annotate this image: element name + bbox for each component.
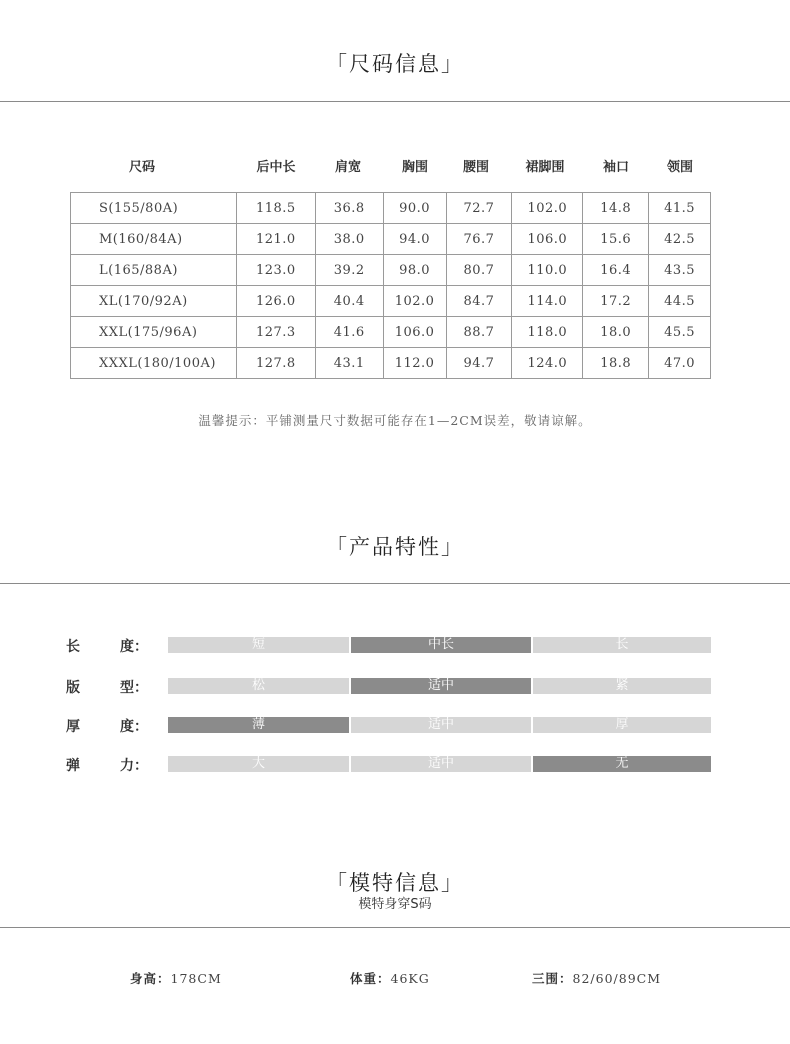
- size-cell-value: 106.0: [512, 224, 583, 255]
- size-cell-value: 43.1: [315, 348, 383, 379]
- feature-label-part: 厚: [66, 719, 80, 735]
- size-cell-value: 98.0: [383, 255, 446, 286]
- feature-option-selected: 薄: [168, 717, 349, 733]
- model-measure-label: 三围：: [532, 971, 573, 986]
- feature-option: 紧: [533, 678, 711, 694]
- measurement-tip: 温馨提示：平铺测量尺寸数据可能存在1—2CM误差，敬请谅解。: [198, 413, 592, 428]
- size-cell-label: S(155/80A): [71, 193, 237, 224]
- size-cell-value: 16.4: [583, 255, 649, 286]
- section-divider: [0, 583, 790, 584]
- feature-label-part: 度：: [120, 719, 148, 735]
- size-row: [71, 193, 711, 224]
- model-weight: [350, 969, 430, 987]
- size-cell-value: 18.0: [583, 317, 649, 348]
- model-height-label: 身高：: [130, 971, 171, 986]
- header-size: 尺码: [128, 160, 155, 175]
- size-cell-label: L(165/88A): [71, 255, 237, 286]
- size-cell-value: 90.0: [383, 193, 446, 224]
- header-cuff: 袖口: [602, 160, 629, 175]
- model-weight-value: 46KG: [390, 971, 430, 986]
- size-cell-value: 84.7: [446, 286, 512, 317]
- feature-option: 大: [168, 756, 349, 772]
- size-cell-value: 41.5: [649, 193, 711, 224]
- feature-option: 松: [168, 678, 349, 694]
- size-cell-value: 41.6: [315, 317, 383, 348]
- model-height-value: 178CM: [170, 971, 222, 986]
- size-cell-value: 15.6: [583, 224, 649, 255]
- size-cell-value: 40.4: [315, 286, 383, 317]
- size-cell-value: 94.0: [383, 224, 446, 255]
- size-cell-value: 47.0: [649, 348, 711, 379]
- feature-label-part: 弹: [66, 758, 80, 774]
- feature-row: [0, 755, 790, 775]
- size-cell-value: 36.8: [315, 193, 383, 224]
- feature-option: 长: [533, 637, 711, 653]
- feature-label-part: 型：: [120, 680, 148, 696]
- size-row: [71, 224, 711, 255]
- size-cell-value: 110.0: [512, 255, 583, 286]
- header-chest: 胸围: [401, 160, 428, 175]
- size-cell-value: 127.8: [236, 348, 315, 379]
- size-cell-value: 76.7: [446, 224, 512, 255]
- size-cell-value: 124.0: [512, 348, 583, 379]
- model-subtitle: 模特身穿S码: [358, 897, 432, 912]
- size-table-header: [70, 156, 710, 176]
- size-cell-value: 126.0: [236, 286, 315, 317]
- size-cell-value: 94.7: [446, 348, 512, 379]
- size-cell-value: 72.7: [446, 193, 512, 224]
- size-row: [71, 348, 711, 379]
- size-cell-value: 45.5: [649, 317, 711, 348]
- feature-label-part: 版: [66, 680, 80, 696]
- feature-label-part: 度：: [120, 639, 148, 655]
- size-cell-value: 88.7: [446, 317, 512, 348]
- feature-option: 短: [168, 637, 349, 653]
- size-table: [70, 192, 711, 379]
- feature-option-selected: 中长: [351, 637, 531, 653]
- feature-label-part: 力：: [120, 758, 148, 774]
- model-section-title: 「模特信息」: [326, 871, 464, 895]
- size-row: [71, 286, 711, 317]
- model-measure-value: 82/60/89CM: [572, 971, 662, 986]
- size-cell-value: 118.5: [236, 193, 315, 224]
- size-cell-value: 127.3: [236, 317, 315, 348]
- section-divider: [0, 101, 790, 102]
- feature-label-part: 长: [66, 639, 80, 655]
- feature-section-title: 「产品特性」: [326, 535, 464, 559]
- size-cell-value: 114.0: [512, 286, 583, 317]
- size-cell-label: XL(170/92A): [71, 286, 237, 317]
- header-shoulder: 肩宽: [334, 160, 361, 175]
- feature-row: [0, 636, 790, 656]
- size-section-title: 「尺码信息」: [326, 52, 464, 76]
- size-cell-value: 118.0: [512, 317, 583, 348]
- size-cell-value: 44.5: [649, 286, 711, 317]
- size-cell-value: 102.0: [383, 286, 446, 317]
- header-waist: 腰围: [462, 160, 489, 175]
- size-cell-label: XXXL(180/100A): [71, 348, 237, 379]
- header-collar: 领围: [666, 160, 693, 175]
- model-measurements: [532, 969, 661, 987]
- size-cell-label: XXL(175/96A): [71, 317, 237, 348]
- feature-row: [0, 716, 790, 736]
- header-back-length: 后中长: [256, 160, 296, 175]
- size-cell-value: 14.8: [583, 193, 649, 224]
- size-cell-value: 106.0: [383, 317, 446, 348]
- size-cell-value: 39.2: [315, 255, 383, 286]
- size-cell-value: 42.5: [649, 224, 711, 255]
- size-cell-value: 102.0: [512, 193, 583, 224]
- size-cell-value: 17.2: [583, 286, 649, 317]
- feature-option-selected: 无: [533, 756, 711, 772]
- feature-option: 厚: [533, 717, 711, 733]
- size-cell-value: 80.7: [446, 255, 512, 286]
- size-row: [71, 317, 711, 348]
- feature-option-selected: 适中: [351, 678, 531, 694]
- size-row: [71, 255, 711, 286]
- feature-option: 适中: [351, 717, 531, 733]
- feature-row: [0, 677, 790, 697]
- size-cell-value: 112.0: [383, 348, 446, 379]
- model-weight-label: 体重：: [350, 971, 391, 986]
- size-cell-label: M(160/84A): [71, 224, 237, 255]
- size-cell-value: 121.0: [236, 224, 315, 255]
- model-height: [130, 969, 222, 987]
- size-cell-value: 38.0: [315, 224, 383, 255]
- section-divider: [0, 927, 790, 928]
- size-cell-value: 123.0: [236, 255, 315, 286]
- feature-option: 适中: [351, 756, 531, 772]
- size-cell-value: 43.5: [649, 255, 711, 286]
- size-cell-value: 18.8: [583, 348, 649, 379]
- header-hem: 裙脚围: [525, 160, 565, 175]
